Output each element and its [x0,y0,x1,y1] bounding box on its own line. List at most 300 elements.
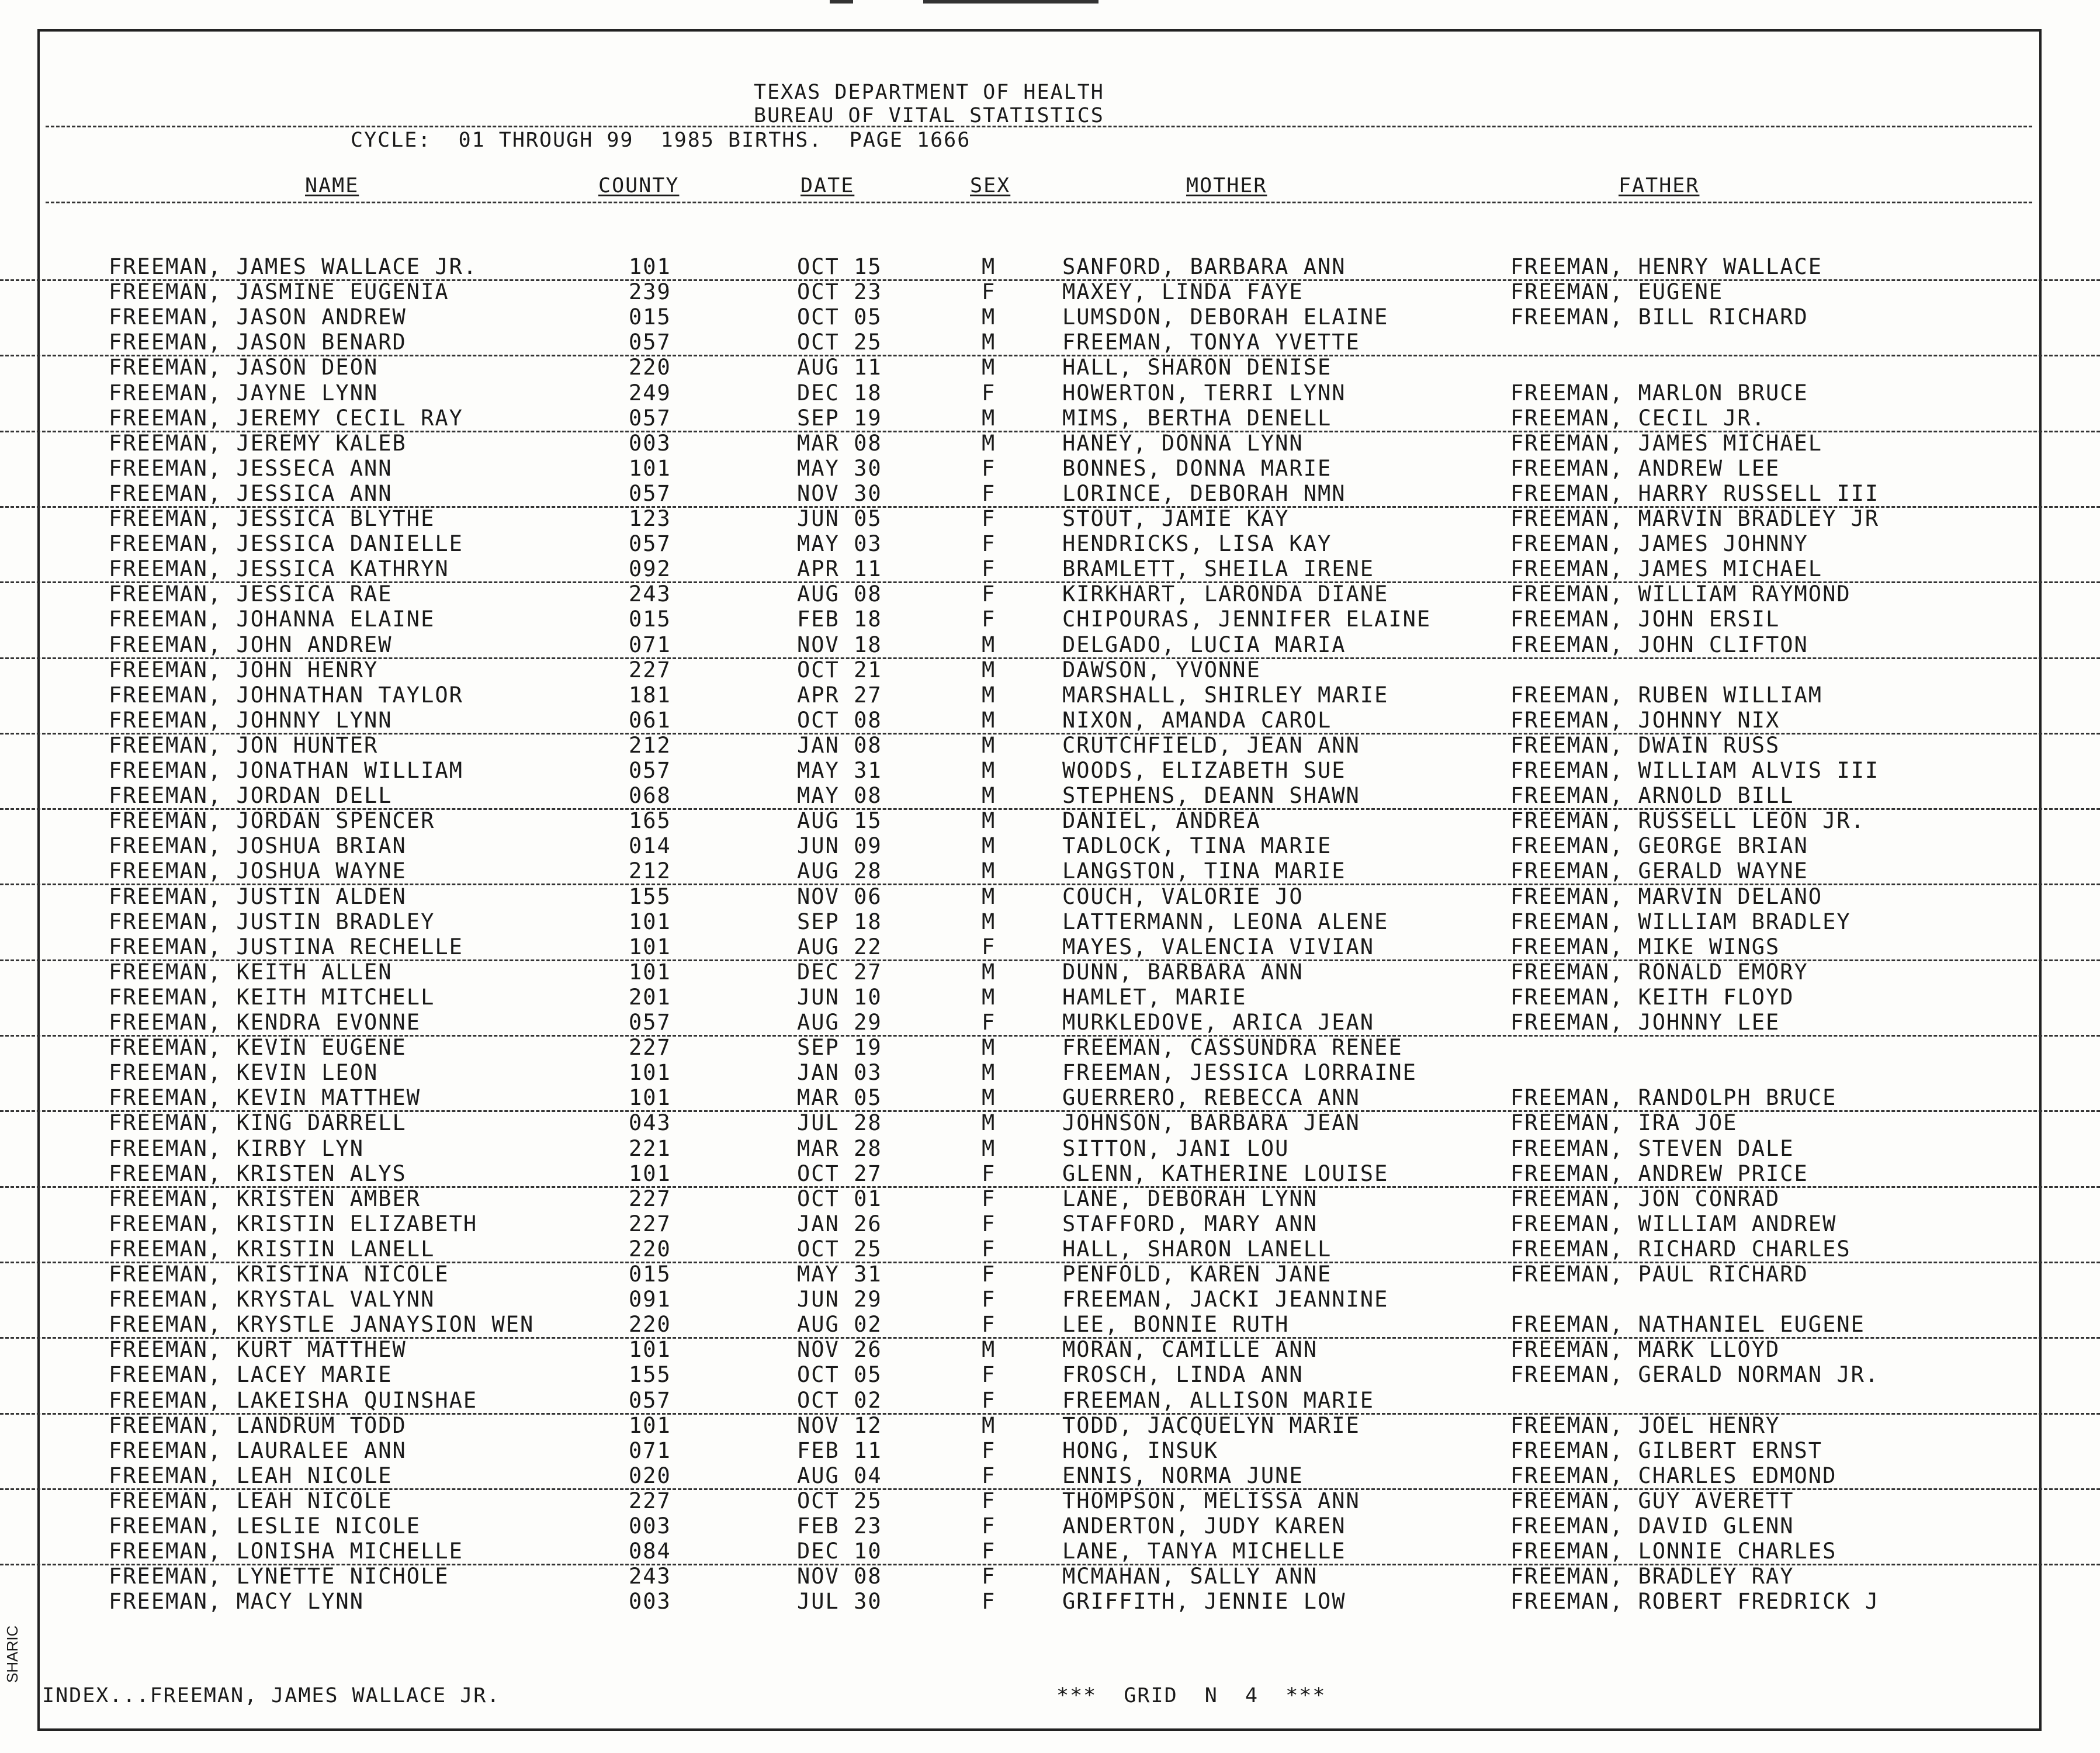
cell-date: MAY 31 [797,758,882,783]
table-row [0,1236,2100,1263]
cell-father: FREEMAN, MARLON BRUCE [1510,380,1808,406]
cell-county: 061 [629,707,671,733]
cell-county: 243 [629,581,671,607]
cell-mother: GRIFFITH, JENNIE LOW [1062,1589,1346,1615]
cell-name: FREEMAN, KRISTEN AMBER [109,1186,421,1211]
cell-date: FEB 11 [797,1437,882,1463]
cell-mother: FROSCH, LINDA ANN [1062,1362,1304,1388]
cell-father: FREEMAN, RONALD EMORY [1510,959,1808,985]
cell-county: 101 [629,1337,671,1363]
cell-sex: F [982,1362,996,1388]
cell-mother: MAXEY, LINDA FAYE [1062,279,1304,305]
column-header-name: NAME [305,174,359,198]
cell-date: OCT 23 [797,279,882,305]
cell-mother: DUNN, BARBARA ANN [1062,959,1304,985]
cell-mother: PENFOLD, KAREN JANE [1062,1262,1332,1287]
table-row [0,380,2100,406]
cell-county: 243 [629,1564,671,1589]
cell-mother: CHIPOURAS, JENNIFER ELAINE [1062,607,1432,632]
cell-county: 057 [629,330,671,355]
cell-mother: LANE, DEBORAH LYNN [1062,1186,1318,1211]
cell-sex: M [982,304,996,330]
cell-mother: STAFFORD, MARY ANN [1062,1211,1318,1236]
cell-father: FREEMAN, ANDREW LEE [1510,455,1780,481]
cell-name: FREEMAN, KURT MATTHEW [109,1337,407,1363]
cell-name: FREEMAN, JASON BENARD [109,330,407,355]
cell-date: NOV 18 [797,632,882,657]
cell-name: FREEMAN, LEAH NICOLE [109,1463,393,1488]
cell-sex: F [982,1387,996,1413]
cell-father: FREEMAN, EUGENE [1510,279,1724,305]
cell-mother: MARSHALL, SHIRLEY MARIE [1062,682,1389,708]
cell-mother: LATTERMANN, LEONA ALENE [1062,909,1389,934]
table-row [0,254,2100,281]
cell-sex: M [982,1412,996,1438]
cell-father: FREEMAN, JOEL HENRY [1510,1412,1780,1438]
cell-date: JUN 09 [797,833,882,859]
table-row [0,1488,2100,1513]
cell-name: FREEMAN, JESSICA BLYTHE [109,506,435,531]
table-row [0,758,2100,783]
cell-date: JUL 30 [797,1589,882,1615]
cell-mother: HALL, SHARON LANELL [1062,1236,1332,1262]
cell-sex: M [982,858,996,884]
table-row [0,858,2100,885]
cell-county: 212 [629,858,671,884]
cell-date: NOV 08 [797,1564,882,1589]
cell-father: FREEMAN, HENRY WALLACE [1510,254,1823,279]
cell-name: FREEMAN, JUSTIN ALDEN [109,884,407,909]
cell-father: FREEMAN, HARRY RUSSELL III [1510,480,1880,506]
table-row [0,833,2100,858]
cell-date: AUG 04 [797,1463,882,1488]
cell-sex: F [982,1236,996,1262]
cell-father: FREEMAN, BILL RICHARD [1510,304,1808,330]
cell-date: OCT 05 [797,1362,882,1388]
cell-father: FREEMAN, PAUL RICHARD [1510,1262,1808,1287]
cell-mother: FREEMAN, JESSICA LORRAINE [1062,1060,1417,1086]
cell-date: OCT 01 [797,1186,882,1211]
cell-county: 212 [629,732,671,758]
cell-date: MAY 08 [797,783,882,809]
cell-mother: HONG, INSUK [1062,1437,1219,1463]
cell-father: FREEMAN, RUSSELL LEON JR. [1510,808,1865,834]
cell-sex: M [982,732,996,758]
cell-date: FEB 23 [797,1513,882,1539]
table-row [0,1388,2100,1415]
cell-sex: M [982,959,996,985]
cell-date: OCT 25 [797,1236,882,1262]
cell-mother: FREEMAN, TONYA YVETTE [1062,330,1360,355]
cell-name: FREEMAN, JESSICA ANN [109,480,393,506]
cell-father: FREEMAN, GILBERT ERNST [1510,1437,1823,1463]
cell-mother: THOMPSON, MELISSA ANN [1062,1488,1360,1513]
cell-mother: LEE, BONNIE RUTH [1062,1312,1290,1338]
document-subtitle: BUREAU OF VITAL STATISTICS [754,104,1104,127]
cell-sex: F [982,1463,996,1488]
table-row [0,1161,2100,1188]
cell-father: FREEMAN, IRA JOE [1510,1110,1738,1136]
table-row [0,1035,2100,1060]
cell-name: FREEMAN, KRISTIN LANELL [109,1236,435,1262]
cell-father: FREEMAN, GEORGE BRIAN [1510,833,1808,859]
cell-sex: M [982,1337,996,1363]
cell-county: 003 [629,430,671,456]
cell-mother: LANGSTON, TINA MARIE [1062,858,1346,884]
cell-name: FREEMAN, LESLIE NICOLE [109,1513,421,1539]
cell-date: AUG 08 [797,581,882,607]
cell-mother: MAYES, VALENCIA VIVIAN [1062,934,1375,959]
cell-mother: WOODS, ELIZABETH SUE [1062,758,1346,783]
cell-county: 084 [629,1539,671,1564]
cell-mother: ANDERTON, JUDY KAREN [1062,1513,1346,1539]
cell-name: FREEMAN, JUSTINA RECHELLE [109,934,463,959]
cell-date: SEP 19 [797,405,882,431]
cell-mother: GUERRERO, REBECCA ANN [1062,1085,1360,1111]
cell-county: 101 [629,959,671,985]
cell-county: 020 [629,1463,671,1488]
cell-mother: FREEMAN, ALLISON MARIE [1062,1387,1375,1413]
table-row [0,406,2100,432]
cell-father: FREEMAN, GUY AVERETT [1510,1488,1794,1513]
cell-county: 101 [629,254,671,279]
cell-date: DEC 27 [797,959,882,985]
cell-sex: M [982,984,996,1010]
cell-sex: F [982,1287,996,1312]
cell-father: FREEMAN, JOHN ERSIL [1510,607,1780,632]
cell-county: 227 [629,1186,671,1211]
table-row [0,783,2100,810]
cell-county: 220 [629,1236,671,1262]
cell-date: AUG 11 [797,355,882,380]
cell-name: FREEMAN, KRYSTLE JANAYSION WEN [109,1312,535,1338]
cell-father: FREEMAN, GERALD WAYNE [1510,858,1808,884]
cell-father: FREEMAN, ANDREW PRICE [1510,1160,1808,1186]
cell-father: FREEMAN, JOHNNY NIX [1510,707,1780,733]
cell-sex: M [982,657,996,683]
cell-county: 092 [629,556,671,582]
cell-mother: MCMAHAN, SALLY ANN [1062,1564,1318,1589]
cell-sex: F [982,380,996,406]
cell-name: FREEMAN, KEVIN MATTHEW [109,1085,421,1111]
table-row [0,909,2100,934]
cell-sex: M [982,808,996,834]
cell-county: 239 [629,279,671,305]
cell-county: 014 [629,833,671,859]
cell-name: FREEMAN, KEITH ALLEN [109,959,393,985]
cell-name: FREEMAN, JAMES WALLACE JR. [109,254,478,279]
cell-county: 101 [629,909,671,934]
cell-date: OCT 27 [797,1160,882,1186]
cell-name: FREEMAN, JOHANNA ELAINE [109,607,435,632]
cell-county: 068 [629,783,671,809]
cell-county: 249 [629,380,671,406]
cell-name: FREEMAN, LONISHA MICHELLE [109,1539,463,1564]
table-row [0,481,2100,508]
table-row [0,808,2100,833]
cell-county: 015 [629,607,671,632]
cell-county: 091 [629,1287,671,1312]
cell-mother: LUMSDON, DEBORAH ELAINE [1062,304,1389,330]
table-row [0,304,2100,330]
cell-county: 227 [629,1035,671,1061]
cell-name: FREEMAN, JEREMY KALEB [109,430,407,456]
cell-name: FREEMAN, JOHNNY LYNN [109,707,393,733]
cell-father: FREEMAN, ARNOLD BILL [1510,783,1794,809]
cell-name: FREEMAN, JOHNATHAN TAYLOR [109,682,463,708]
table-row [0,330,2100,356]
cell-date: OCT 25 [797,1488,882,1513]
cell-mother: HAMLET, MARIE [1062,984,1247,1010]
cell-date: NOV 12 [797,1412,882,1438]
table-row [0,1539,2100,1565]
table-row [0,506,2100,531]
cell-sex: M [982,884,996,909]
cell-sex: F [982,1312,996,1338]
cell-mother: HOWERTON, TERRI LYNN [1062,380,1346,406]
cell-sex: M [982,254,996,279]
cell-mother: BONNES, DONNA MARIE [1062,455,1332,481]
cell-father: FREEMAN, MARVIN DELANO [1510,884,1823,909]
column-header-county: COUNTY [598,174,680,198]
cell-county: 221 [629,1135,671,1161]
cell-father: FREEMAN, WILLIAM ALVIS III [1510,758,1880,783]
cell-county: 057 [629,758,671,783]
cell-date: JUN 10 [797,984,882,1010]
cell-name: FREEMAN, KRISTINA NICOLE [109,1262,449,1287]
cell-father: FREEMAN, CECIL JR. [1510,405,1766,431]
table-row [0,1110,2100,1135]
cell-date: NOV 26 [797,1337,882,1363]
table-row [0,632,2100,659]
cell-name: FREEMAN, JASON DEON [109,355,379,380]
cell-sex: F [982,1488,996,1513]
side-label: SHARIC [4,1625,21,1683]
column-header-sex: SEX [970,174,1011,198]
table-row [0,1287,2100,1312]
cell-date: OCT 21 [797,657,882,683]
cell-mother: DAWSON, YVONNE [1062,657,1261,683]
table-row [0,1010,2100,1037]
cell-date: SEP 19 [797,1035,882,1061]
cell-date: JAN 26 [797,1211,882,1236]
cell-father: FREEMAN, DAVID GLENN [1510,1513,1794,1539]
cell-county: 101 [629,1412,671,1438]
cell-sex: F [982,1437,996,1463]
table-row [0,934,2100,961]
cell-mother: COUCH, VALORIE JO [1062,884,1304,909]
table-row [0,531,2100,556]
cell-name: FREEMAN, LAKEISHA QUINSHAE [109,1387,478,1413]
column-header-date: DATE [801,174,855,198]
cell-sex: F [982,1539,996,1564]
cell-mother: LANE, TANYA MICHELLE [1062,1539,1346,1564]
table-row [0,1337,2100,1362]
cell-sex: F [982,1262,996,1287]
cell-name: FREEMAN, KENDRA EVONNE [109,1010,421,1035]
cell-county: 015 [629,304,671,330]
table-row [0,1589,2100,1614]
cell-name: FREEMAN, KEVIN LEON [109,1060,379,1086]
cell-mother: SITTON, JANI LOU [1062,1135,1290,1161]
cell-father: FREEMAN, MARK LLOYD [1510,1337,1780,1363]
cell-county: 155 [629,884,671,909]
table-row [0,1564,2100,1589]
cell-county: 227 [629,657,671,683]
cell-sex: M [982,632,996,657]
cell-father: FREEMAN, MIKE WINGS [1510,934,1780,959]
document-title: TEXAS DEPARTMENT OF HEALTH [754,81,1104,104]
cell-sex: M [982,682,996,708]
column-header-mother: MOTHER [1186,174,1267,198]
cell-name: FREEMAN, JOHN ANDREW [109,632,393,657]
cell-county: 181 [629,682,671,708]
cell-name: FREEMAN, LANDRUM TODD [109,1412,407,1438]
cell-name: FREEMAN, KEITH MITCHELL [109,984,435,1010]
cell-mother: MIMS, BERTHA DENELL [1062,405,1332,431]
cell-name: FREEMAN, JESSICA DANIELLE [109,531,463,557]
cell-father: FREEMAN, JOHN CLIFTON [1510,632,1808,657]
cell-mother: NIXON, AMANDA CAROL [1062,707,1332,733]
cell-father: FREEMAN, RUBEN WILLIAM [1510,682,1823,708]
table-row [0,657,2100,683]
cell-mother: MURKLEDOVE, ARICA JEAN [1062,1010,1375,1035]
cell-county: 003 [629,1589,671,1615]
cell-mother: FREEMAN, JACKI JEANNINE [1062,1287,1389,1312]
cell-sex: F [982,1160,996,1186]
cell-county: 123 [629,506,671,531]
cell-date: OCT 05 [797,304,882,330]
cell-date: AUG 02 [797,1312,882,1338]
cell-name: FREEMAN, KIRBY LYN [109,1135,364,1161]
cell-sex: M [982,1060,996,1086]
cell-mother: ENNIS, NORMA JUNE [1062,1463,1304,1488]
cell-name: FREEMAN, JASMINE EUGENIA [109,279,449,305]
cell-county: 071 [629,1437,671,1463]
cell-county: 101 [629,934,671,959]
cell-mother: MORAN, CAMILLE ANN [1062,1337,1318,1363]
cell-county: 220 [629,1312,671,1338]
table-row [0,1413,2100,1438]
cell-date: OCT 25 [797,330,882,355]
cell-date: OCT 02 [797,1387,882,1413]
cell-sex: M [982,330,996,355]
cell-father: FREEMAN, JAMES JOHNNY [1510,531,1808,557]
cell-date: JAN 03 [797,1060,882,1086]
cell-father: FREEMAN, WILLIAM RAYMOND [1510,581,1851,607]
cell-date: AUG 22 [797,934,882,959]
cell-sex: M [982,783,996,809]
cell-mother: LORINCE, DEBORAH NMN [1062,480,1346,506]
cell-sex: F [982,455,996,481]
cell-father: FREEMAN, LONNIE CHARLES [1510,1539,1837,1564]
cell-sex: F [982,1010,996,1035]
cell-sex: M [982,1035,996,1061]
cell-county: 101 [629,1060,671,1086]
cell-name: FREEMAN, JOHN HENRY [109,657,379,683]
cell-sex: M [982,405,996,431]
cell-date: APR 11 [797,556,882,582]
cell-name: FREEMAN, KRISTIN ELIZABETH [109,1211,478,1236]
cell-name: FREEMAN, JASON ANDREW [109,304,407,330]
cell-name: FREEMAN, JAYNE LYNN [109,380,379,406]
cell-mother: BRAMLETT, SHEILA IRENE [1062,556,1375,582]
cell-date: SEP 18 [797,909,882,934]
cell-mother: DANIEL, ANDREA [1062,808,1261,834]
table-row [0,1186,2100,1211]
cell-mother: HANEY, DONNA LYNN [1062,430,1304,456]
cell-date: JAN 08 [797,732,882,758]
cell-name: FREEMAN, JEREMY CECIL RAY [109,405,463,431]
cell-sex: F [982,480,996,506]
cell-name: FREEMAN, LACEY MARIE [109,1362,393,1388]
cycle-line: CYCLE: 01 THROUGH 99 1985 BIRTHS. PAGE 1666 [351,129,971,152]
table-row [0,279,2100,304]
cell-date: MAY 03 [797,531,882,557]
cell-county: 043 [629,1110,671,1136]
cell-date: MAR 08 [797,430,882,456]
cell-county: 057 [629,1387,671,1413]
footer-index: INDEX...FREEMAN, JAMES WALLACE JR. [42,1684,501,1707]
table-row [0,985,2100,1010]
cell-sex: F [982,531,996,557]
cell-county: 015 [629,1262,671,1287]
cell-date: MAR 05 [797,1085,882,1111]
table-row [0,1362,2100,1387]
cell-mother: HENDRICKS, LISA KAY [1062,531,1332,557]
cell-sex: M [982,1110,996,1136]
cell-county: 227 [629,1488,671,1513]
cell-name: FREEMAN, JON HUNTER [109,732,379,758]
cell-date: MAY 30 [797,455,882,481]
cell-sex: M [982,430,996,456]
cell-date: OCT 08 [797,707,882,733]
cell-date: AUG 15 [797,808,882,834]
cell-sex: M [982,833,996,859]
cell-name: FREEMAN, JUSTIN BRADLEY [109,909,435,934]
cell-name: FREEMAN, KRYSTAL VALYNN [109,1287,435,1312]
cell-name: FREEMAN, LAURALEE ANN [109,1437,407,1463]
cell-mother: TADLOCK, TINA MARIE [1062,833,1332,859]
cell-father: FREEMAN, RANDOLPH BRUCE [1510,1085,1837,1111]
cell-sex: F [982,1513,996,1539]
cell-father: FREEMAN, KEITH FLOYD [1510,984,1794,1010]
cell-father: FREEMAN, DWAIN RUSS [1510,732,1780,758]
cell-name: FREEMAN, JORDAN SPENCER [109,808,435,834]
cell-father: FREEMAN, JAMES MICHAEL [1510,430,1823,456]
cell-sex: F [982,581,996,607]
cell-county: 155 [629,1362,671,1388]
cell-mother: JOHNSON, BARBARA JEAN [1062,1110,1360,1136]
table-row [0,1438,2100,1463]
table-row [0,708,2100,735]
cell-mother: SANFORD, BARBARA ANN [1062,254,1346,279]
cell-date: JUN 05 [797,506,882,531]
cell-county: 227 [629,1211,671,1236]
cell-date: APR 27 [797,682,882,708]
cell-sex: M [982,909,996,934]
table-row [0,1312,2100,1339]
cell-sex: F [982,556,996,582]
cell-sex: M [982,1135,996,1161]
cell-county: 101 [629,455,671,481]
cell-father: FREEMAN, WILLIAM BRADLEY [1510,909,1851,934]
cell-father: FREEMAN, JOHNNY LEE [1510,1010,1780,1035]
cell-sex: F [982,279,996,305]
cell-mother: HALL, SHARON DENISE [1062,355,1332,380]
cell-father: FREEMAN, JON CONRAD [1510,1186,1780,1211]
table-row [0,431,2100,456]
